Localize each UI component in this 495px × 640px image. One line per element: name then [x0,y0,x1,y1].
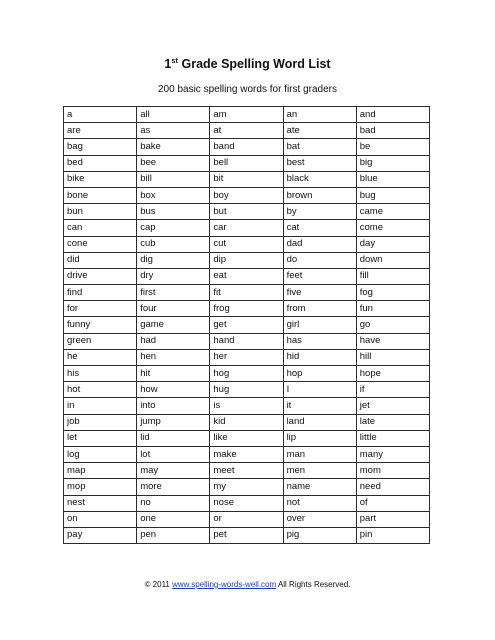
word-cell: pen [137,527,210,543]
word-cell: if [356,382,429,398]
page-title [0,56,495,71]
word-cell: dip [210,252,283,268]
word-cell: hand [210,333,283,349]
footer [0,580,495,589]
word-cell: job [64,414,137,430]
word-cell: lip [283,430,356,446]
word-cell: have [356,333,429,349]
word-cell: over [283,511,356,527]
word-cell: I [283,382,356,398]
table-row [64,155,430,171]
word-cell: no [137,495,210,511]
word-cell: he [64,349,137,365]
word-cell: hug [210,382,283,398]
word-cell: cat [283,220,356,236]
word-cell: but [210,204,283,220]
word-cell: girl [283,317,356,333]
word-cell: all [137,107,210,123]
word-cell: day [356,236,429,252]
word-cell: did [64,252,137,268]
word-cell: nose [210,495,283,511]
word-cell: black [283,171,356,187]
word-cell: it [283,398,356,414]
word-cell: jet [356,398,429,414]
table-row [64,333,430,349]
spelling-word-table [63,106,430,544]
word-cell: bed [64,155,137,171]
word-cell: pay [64,527,137,543]
word-cell: fill [356,268,429,284]
word-cell: on [64,511,137,527]
word-cell: bug [356,187,429,203]
word-cell: men [283,463,356,479]
word-cell: bag [64,139,137,155]
word-cell: hit [137,366,210,382]
table-row [64,495,430,511]
word-cell: her [210,349,283,365]
word-cell: lid [137,430,210,446]
page-subtitle: 200 basic spelling words for first graders [158,84,337,95]
word-cell: hop [283,366,356,382]
word-cell: car [210,220,283,236]
word-cell: ate [283,123,356,139]
table-row [64,430,430,446]
word-cell: dad [283,236,356,252]
table-row [64,220,430,236]
word-cell: as [137,123,210,139]
word-cell: find [64,285,137,301]
word-cell: bone [64,187,137,203]
word-cell: and [356,107,429,123]
word-cell: log [64,446,137,462]
word-cell: into [137,398,210,414]
table-row [64,268,430,284]
word-cell: drive [64,268,137,284]
word-cell: meet [210,463,283,479]
footer-copyright: © 2011 [144,580,170,589]
table-row [64,204,430,220]
word-cell: how [137,382,210,398]
word-cell: bell [210,155,283,171]
word-cell: funny [64,317,137,333]
word-cell: get [210,317,283,333]
table-row [64,285,430,301]
table-row [64,139,430,155]
word-cell: green [64,333,137,349]
word-cell: hid [283,349,356,365]
word-cell: bill [137,171,210,187]
title-ordinal-suffix: st [171,56,179,65]
word-cell: his [64,366,137,382]
table-row [64,252,430,268]
word-cell: hen [137,349,210,365]
word-cell: four [137,301,210,317]
word-cell: for [64,301,137,317]
word-cell: or [210,511,283,527]
word-cell: more [137,479,210,495]
word-cell: dry [137,268,210,284]
word-cell: land [283,414,356,430]
word-cell: is [210,398,283,414]
word-cell: bee [137,155,210,171]
table-row [64,107,430,123]
word-cell: five [283,285,356,301]
title-text: Grade Spelling Word List [178,57,331,71]
word-cell: came [356,204,429,220]
word-cell: in [64,398,137,414]
word-cell: my [210,479,283,495]
word-cell: has [283,333,356,349]
word-cell: bike [64,171,137,187]
table-row [64,187,430,203]
word-cell: down [356,252,429,268]
word-cell: eat [210,268,283,284]
table-row [64,366,430,382]
word-cell: game [137,317,210,333]
word-cell: at [210,123,283,139]
word-cell: kid [210,414,283,430]
word-cell: bit [210,171,283,187]
word-cell: nest [64,495,137,511]
word-cell: man [283,446,356,462]
title-grade-number: 1 [164,57,172,71]
table-row [64,527,430,543]
word-cell: jump [137,414,210,430]
word-cell: fog [356,285,429,301]
word-cell: brown [283,187,356,203]
word-cell: little [356,430,429,446]
word-cell: do [283,252,356,268]
word-cell: am [210,107,283,123]
word-cell: band [210,139,283,155]
word-cell: let [64,430,137,446]
word-cell: make [210,446,283,462]
word-cell: of [356,495,429,511]
word-cell: lot [137,446,210,462]
word-cell: pin [356,527,429,543]
table-row [64,123,430,139]
word-cell: first [137,285,210,301]
word-cell: go [356,317,429,333]
word-cell: pig [283,527,356,543]
word-cell: bad [356,123,429,139]
word-cell: be [356,139,429,155]
word-cell: big [356,155,429,171]
word-cell: cut [210,236,283,252]
word-cell: bat [283,139,356,155]
word-cell: many [356,446,429,462]
table-row [64,398,430,414]
word-cell: hope [356,366,429,382]
word-cell: mop [64,479,137,495]
word-cell: name [283,479,356,495]
word-cell: bus [137,204,210,220]
word-cell: cone [64,236,137,252]
table-row [64,382,430,398]
word-cell: boy [210,187,283,203]
table-row [64,463,430,479]
word-cell: from [283,301,356,317]
word-cell: fun [356,301,429,317]
word-cell: come [356,220,429,236]
table-row [64,317,430,333]
word-cell: feet [283,268,356,284]
word-cell: bake [137,139,210,155]
word-cell: pet [210,527,283,543]
word-cell: a [64,107,137,123]
word-cell: hog [210,366,283,382]
word-cell: an [283,107,356,123]
word-cell: may [137,463,210,479]
table-row [64,171,430,187]
word-cell: are [64,123,137,139]
table-row [64,236,430,252]
table-row [64,479,430,495]
footer-website-link[interactable]: www.spelling-words-well.com [172,580,277,589]
word-cell: cap [137,220,210,236]
word-cell: dig [137,252,210,268]
word-cell: had [137,333,210,349]
word-cell: late [356,414,429,430]
table-row [64,301,430,317]
word-cell: fit [210,285,283,301]
word-cell: frog [210,301,283,317]
table-row [64,446,430,462]
word-cell: bun [64,204,137,220]
table-row [64,349,430,365]
word-cell: one [137,511,210,527]
word-cell: like [210,430,283,446]
table-row [64,414,430,430]
word-cell: best [283,155,356,171]
word-cell: box [137,187,210,203]
word-cell: mom [356,463,429,479]
word-table-body [64,107,430,544]
word-cell: need [356,479,429,495]
footer-rights: All Rights Reserved. [277,580,351,589]
table-row [64,511,430,527]
word-cell: cub [137,236,210,252]
word-cell: blue [356,171,429,187]
word-cell: part [356,511,429,527]
word-cell: not [283,495,356,511]
word-cell: can [64,220,137,236]
word-cell: by [283,204,356,220]
word-cell: map [64,463,137,479]
word-cell: hill [356,349,429,365]
word-cell: hot [64,382,137,398]
